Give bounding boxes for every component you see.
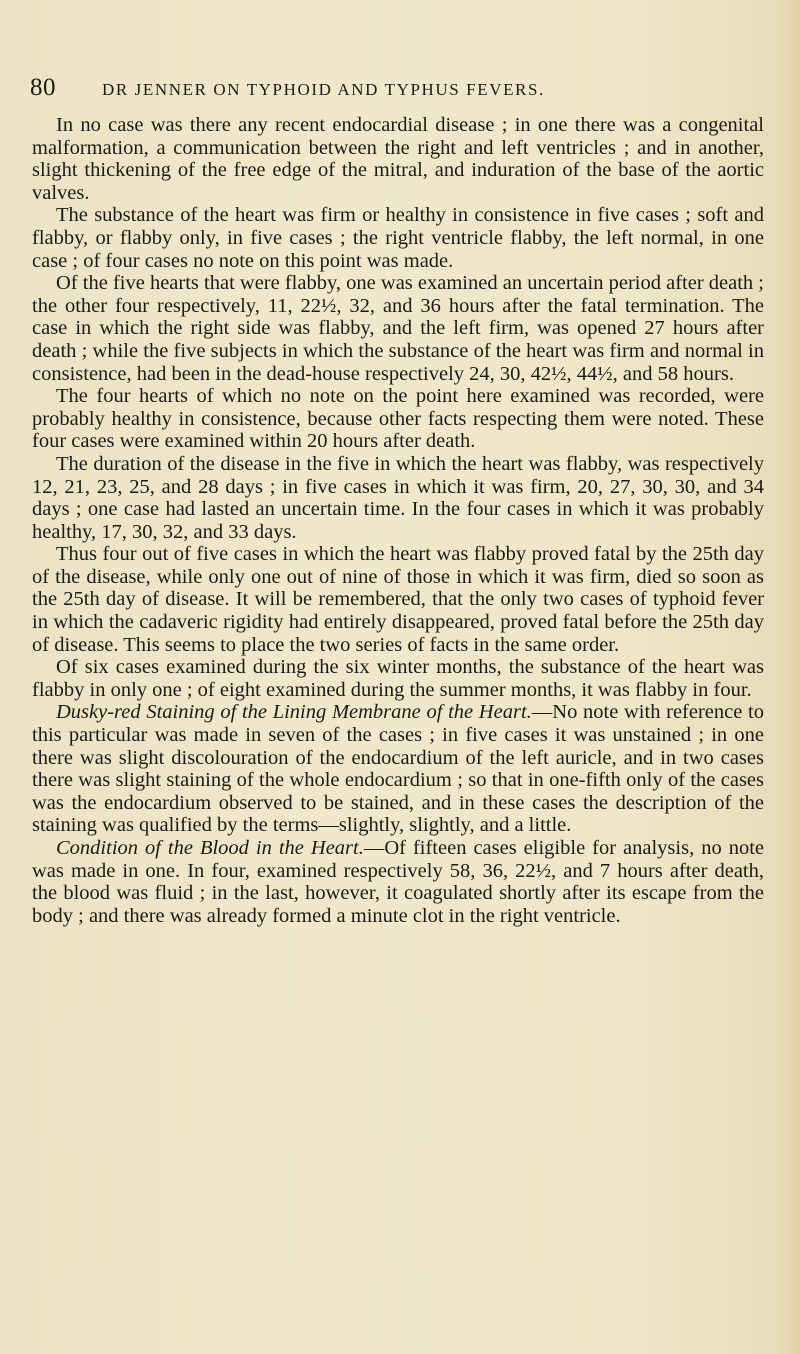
paragraph-1: In no case was there any recent endocardial disease ; in one there was a congenital malformation, a communication between the right and left ventricles ; and in another, slight thickening of the free edge of the mitral, and induration of the base of the aortic valves.: [32, 114, 764, 204]
paragraph-6: Thus four out of five cases in which the heart was flabby proved fatal by the 25th day of the disease, while only one out of nine of those in which it was firm, died so soon as the 25th day of disease. It will be remembered, that the only two cases of typhoid fever in which the cadaveric rigidity had entirely disappeared, proved fatal before the 25th day of disease. This seems to place the two series of facts in the same order.: [32, 543, 764, 656]
page-edge-shadow: [778, 0, 800, 1354]
paragraph-9: Condition of the Blood in the Heart.—Of fifteen cases eligible for analysis, no note was made in one. In four, examined respectively 58, 36, 22½, and 7 hours after death, the blood was fluid ; in the last, however, it coagulated shortly after its escape from the body ; and there was already formed a minute clot in the right ventricle.: [32, 837, 764, 927]
paragraph-3: Of the five hearts that were flabby, one was examined an uncertain period after death ; the other four respectively, 11, 22½, 32, and 36 hours after the fatal termination. The case in which the right side was flabby, and the left firm, was opened 27 hours after death ; while the five subjects in which the substance of the heart was firm and normal in consistence, had been in the dead-house respectively 24, 30, 42½, 44½, and 58 hours.: [32, 272, 764, 385]
page-number: 80: [30, 74, 56, 101]
paragraph-2: The substance of the heart was firm or healthy in consistence in five cases ; soft and flabby, or flabby only, in five cases ; the right ventricle flabby, the left normal, in one case ; of four cases no note on this point was made.: [32, 204, 764, 272]
section-heading-staining: Dusky-red Staining of the Lining Membrane of the Heart.: [56, 701, 532, 724]
paragraph-8: Dusky-red Staining of the Lining Membrane of the Heart.—No note with reference to this particular was made in seven of the cases ; in five cases it was unstained ; in one there was slight discolouration of the endocardium of the left auricle, and in two cases there was slight staining of the whole endocardium ; so that in one-fifth only of the cases was the endocardium observed to be stained, and in these cases the description of the staining was qualified by the terms—slightly, slightly, and a little.: [32, 701, 764, 837]
paragraph-5: The duration of the disease in the five in which the heart was flabby, was respectively 12, 21, 23, 25, and 28 days ; in five cases in which it was firm, 20, 27, 30, 30, and 34 days ; one case had lasted an uncertain time. In the four cases in which it was probably healthy, 17, 30, 32, and 33 days.: [32, 452, 764, 543]
running-head: [30, 74, 730, 100]
paragraph-4: The four hearts of which no note on the point here examined was recorded, were probably healthy in consistence, because other facts respecting them were noted. These four cases were examined within 20 hours after death.: [32, 385, 764, 453]
paragraph-7: Of six cases examined during the six winter months, the substance of the heart was flabby in only one ; of eight examined during the summer months, it was flabby in four.: [32, 656, 764, 701]
section-heading-blood: Condition of the Blood in the Heart.: [56, 837, 364, 859]
body-text: [32, 114, 764, 927]
running-title: DR JENNER ON TYPHOID AND TYPHUS FEVERS.: [102, 80, 545, 99]
